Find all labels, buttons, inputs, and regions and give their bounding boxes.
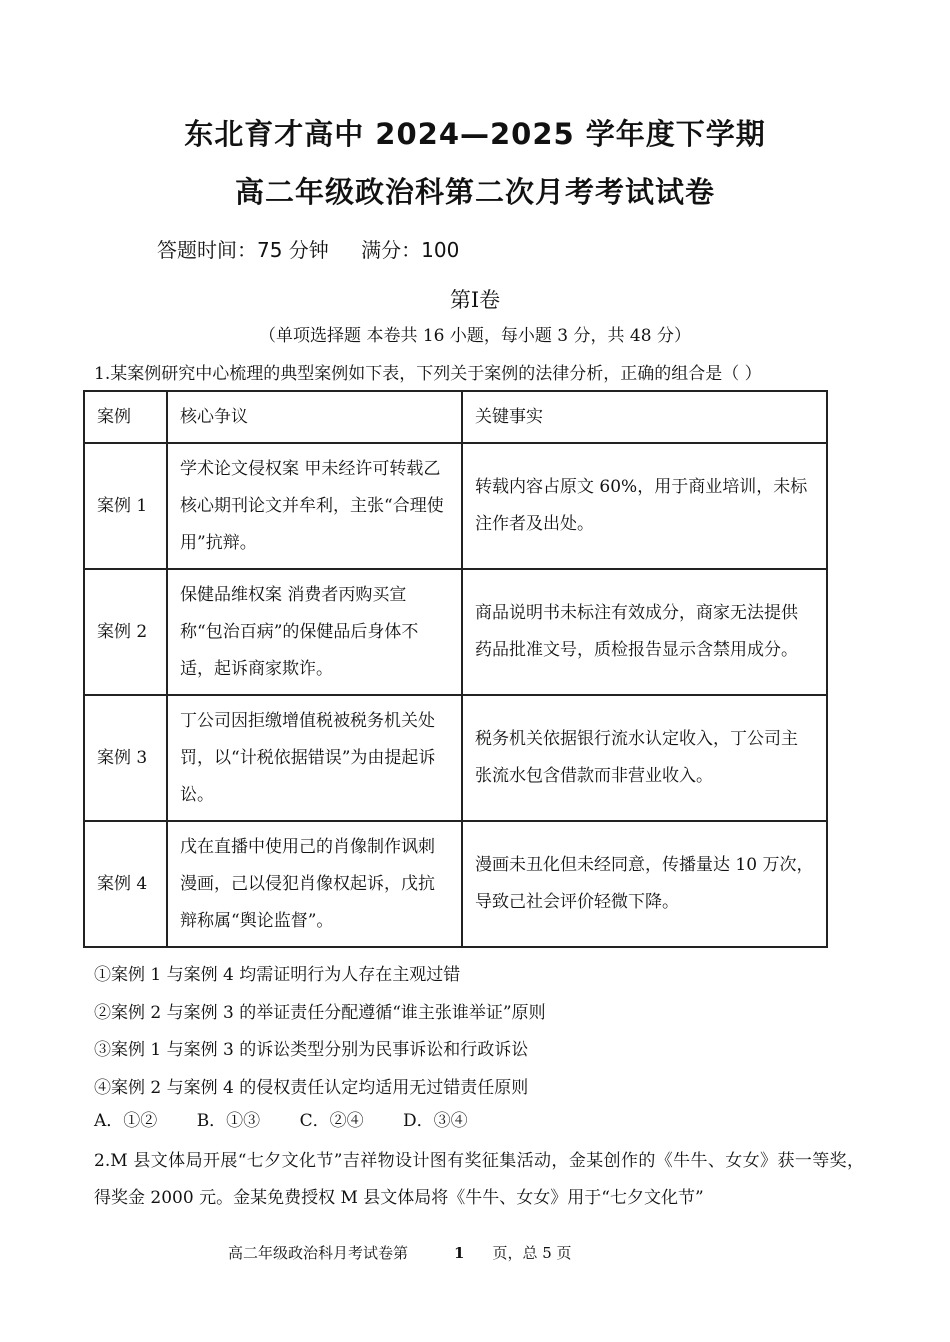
header-dispute: 核心争议: [167, 391, 462, 443]
footer-prefix: 高二年级政治科月考试卷第: [228, 1244, 409, 1262]
header-facts: 关键事实: [462, 391, 827, 443]
choice-a: A．①②: [94, 1111, 158, 1131]
question-1-stem: 1.某案例研究中心梳理的典型案例如下表，下列关于案例的法律分析，正确的组合是（ ）: [94, 364, 762, 384]
exam-meta: [157, 234, 485, 263]
footer-page-number: 1: [454, 1244, 465, 1262]
case-facts: 转载内容占原文 60%，用于商业培训，未标注作者及出处。: [462, 443, 827, 569]
case-facts: 漫画未丑化但未经同意，传播量达 10 万次，导致己社会评价轻微下降。: [462, 821, 827, 947]
score-label: 满分：100: [361, 238, 460, 262]
case-label: 案例 2: [84, 569, 167, 695]
case-dispute: 丁公司因拒缴增值税被税务机关处罚，以“计税依据错误”为由提起诉讼。: [167, 695, 462, 821]
statement-2: ②案例 2 与案例 3 的举证责任分配遵循“谁主张谁举证”原则: [94, 1002, 546, 1023]
table-row: [84, 443, 827, 569]
case-label: 案例 3: [84, 695, 167, 821]
choice-b: B．①③: [196, 1111, 261, 1131]
case-facts: 商品说明书未标注有效成分，商家无法提供药品批准文号，质检报告显示含禁用成分。: [462, 569, 827, 695]
footer-suffix: 页，总 5 页: [492, 1244, 572, 1262]
case-facts: 税务机关依据银行流水认定收入，丁公司主张流水包含借款而非营业收入。: [462, 695, 827, 821]
table-header-row: [84, 391, 827, 443]
question-1-choices: [94, 1106, 502, 1131]
statement-3: ③案例 1 与案例 3 的诉讼类型分别为民事诉讼和行政诉讼: [94, 1040, 529, 1060]
choice-d: D．③④: [403, 1111, 468, 1131]
page-footer: [228, 1242, 572, 1263]
header-case: 案例: [84, 391, 167, 443]
exam-title-line1: 东北育才高中 2024—2025 学年度下学期: [184, 117, 766, 151]
exam-title-line2: 高二年级政治科第二次月考考试试卷: [234, 175, 715, 209]
statement-1: ①案例 1 与案例 4 均需证明行为人存在主观过错: [94, 965, 461, 985]
case-label: 案例 4: [84, 821, 167, 947]
case-dispute: 学术论文侵权案 甲未经许可转载乙核心期刊论文并牟利，主张“合理使用”抗辩。: [167, 443, 462, 569]
case-dispute: 戊在直播中使用己的肖像制作讽刺漫画，己以侵犯肖像权起诉，戊抗辩称属“舆论监督”。: [167, 821, 462, 947]
choice-c: C．②④: [299, 1111, 364, 1131]
case-label: 案例 1: [84, 443, 167, 569]
question-1-statements: [94, 957, 546, 1107]
table-row: [84, 821, 827, 947]
table-row: [84, 695, 827, 821]
section-instructions: （单项选择题 本卷共 16 小题，每小题 3 分，共 48 分）: [259, 326, 691, 346]
time-label: 答题时间：75 分钟: [157, 238, 329, 262]
table-row: [84, 569, 827, 695]
question-2-stem: 2.M 县文体局开展“七夕文化节”吉祥物设计图有奖征集活动，金某创作的《牛牛、女女》获一等奖，得奖金 2000 元。金某免费授权 M 县文体局将《牛牛、女女》用于“七夕文化节”: [94, 1151, 864, 1208]
case-table: [83, 390, 828, 948]
statement-4: ④案例 2 与案例 4 的侵权责任认定均适用无过错责任原则: [94, 1077, 529, 1098]
case-dispute: 保健品维权案 消费者丙购买宣称“包治百病”的保健品后身体不适，起诉商家欺诈。: [167, 569, 462, 695]
volume-heading: 第Ⅰ卷: [449, 288, 501, 312]
